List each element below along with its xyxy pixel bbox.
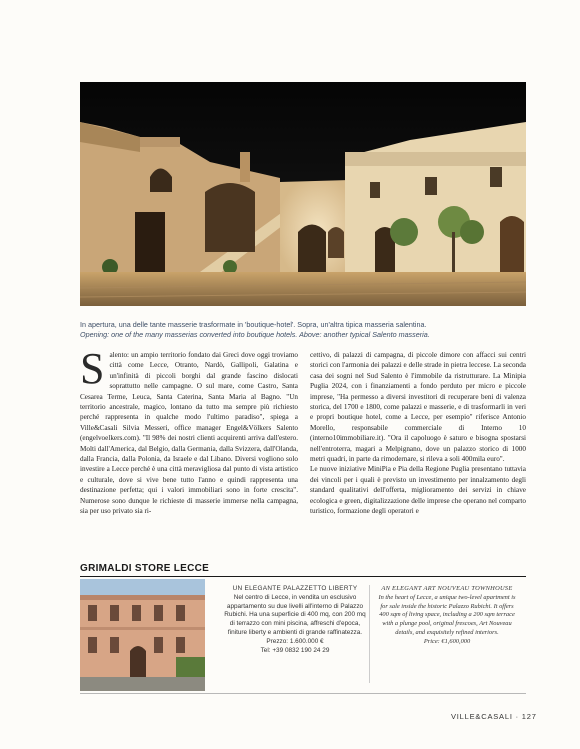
listing-title: UN ELEGANTE PALAZZETTO LIBERTY bbox=[232, 585, 358, 592]
page-footer bbox=[451, 712, 537, 721]
magazine-name: VILLE&CASALI bbox=[451, 712, 513, 721]
dropcap: S bbox=[80, 344, 105, 393]
listing-title: AN ELEGANT ART NOUVEAU TOWNHOUSE bbox=[381, 585, 513, 592]
article-paragraph: alento: un ampio territorio fondato dai Greci dove oggi troviamo città come Lecce, Otranto, Nardò, Gallipoli, Galatina e un'infinità di piccoli borghi dal grande fascino dislocati soprattutto nelle campagne. O sul mare, come Castro, Santa Cesarea Terme, Leuca, Santa Caterina, Santa Maria al Bagno. "Un territorio ancestrale, magico, lontano da tutto ma sempre più richiesto perché rappresenta in qualche modo l'ultimo paradiso", spiega a Ville&Casali Silvia Messeri, office manager Engel&Völkers Salento (engelvoelkers.com). "Il 98% dei nostri clienti acquirenti arriva dall'estero. Molti dall'America, dal Belgio, dalla Germania, dalla Svizzera, dall'Olanda, dalla Francia, dalla Polonia, da Israele e dal Libano. Diversi vogliono solo investire a Lecce perché è una città meravigliosa dal punto di vista artistico e culturale, dove si vive bene tutto l'anno e quindi rappresenta una destinazione perfetta; qui i valori immobiliari sono in forte crescita". Numerose sono dunque le richieste di masserie immerse nella campagna, sia per uso privato sia ri- bbox=[80, 351, 298, 516]
article-column-2 bbox=[310, 350, 526, 517]
store-photo bbox=[80, 579, 205, 691]
divider bbox=[369, 585, 370, 683]
caption-english: Opening: one of the many masserias converted into boutique hotels. Above: another typical Salento masseria. bbox=[80, 330, 430, 339]
photo-caption bbox=[80, 320, 526, 340]
divider bbox=[80, 576, 526, 577]
page-number: 127 bbox=[521, 712, 537, 721]
listing-price: Price: €1,600,000 bbox=[423, 637, 471, 645]
article-paragraph: cettivo, di palazzi di campagna, di piccole dimore con affacci sui centri storici con l'armonia dei palazzi e delle strade in pietra leccese. La seconda casa dei sogni nel Sud Salento è l'immobile da ristrutturare. La Minipia Puglia 2024, con i finanziamenti a fondo perduto per micro e piccole imprese, "Ha permesso a diversi investitori di recuperare beni di valenza storica, del 1700 e 1800, come palazzi e masserie, e di trasformarli in veri e propri boutique hotel, come a Lecce, per esempio" riferisce Antonio Morello, responsabile commerciale di Interno 10 (interno10immobiliare.it). "Ora il capoluogo è saturo e bisogna spostarsi nell'entroterra, magari a Melpignano, dove un palazzo storico di 1000 metri quadri, in parte da rimodernare, si rileva a soli 400mila euro". bbox=[310, 351, 526, 464]
listing-price: Prezzo: 1.600.000 € bbox=[266, 637, 324, 645]
store-title: GRIMALDI STORE LECCE bbox=[80, 563, 210, 574]
article-paragraph: Le nuove iniziative MiniPia e Pia della Regione Puglia presentano tuttavia dei vincoli per i quali è previsto un investimento per innalzamento degli standard qualitativi dell'offerta, miglioramento dei servizi in chiave ecologica e green, digitalizzazione delle imprese che operano nel comparto turistico, formazione degli operatori e bbox=[310, 465, 526, 516]
caption-italian: In apertura, una delle tante masserie trasformate in 'boutique-hotel'. Sopra, un'altra tipica masseria salentina. bbox=[80, 320, 427, 329]
article-column-1 bbox=[80, 344, 298, 517]
listing-english bbox=[376, 585, 518, 647]
divider bbox=[80, 693, 526, 694]
footer-separator: · bbox=[515, 712, 522, 721]
listing-phone: Tel: +39 0832 190 24 29 bbox=[260, 646, 330, 654]
listing-italian bbox=[224, 585, 366, 655]
main-photo bbox=[80, 82, 526, 306]
listing-description: In the heart of Lecce, a unique two-level apartment is for sale inside the historic Palazzo Rubichi. It offers 400 sqm of living space, including a 200 sqm terrace with a plunge pool, original frescoes, Art Nouveau details, and exquisitely refined interiors. bbox=[378, 593, 516, 636]
listing-description: Nel centro di Lecce, in vendita un esclusivo appartamento su due livelli all'interno di Palazzo Rubichi. Ha una superficie di 400 mq, con 200 mq di terrazzo con mini piscina, affreschi d'epoca, finiture liberty e ambienti di grande raffinatezza. bbox=[224, 593, 366, 636]
